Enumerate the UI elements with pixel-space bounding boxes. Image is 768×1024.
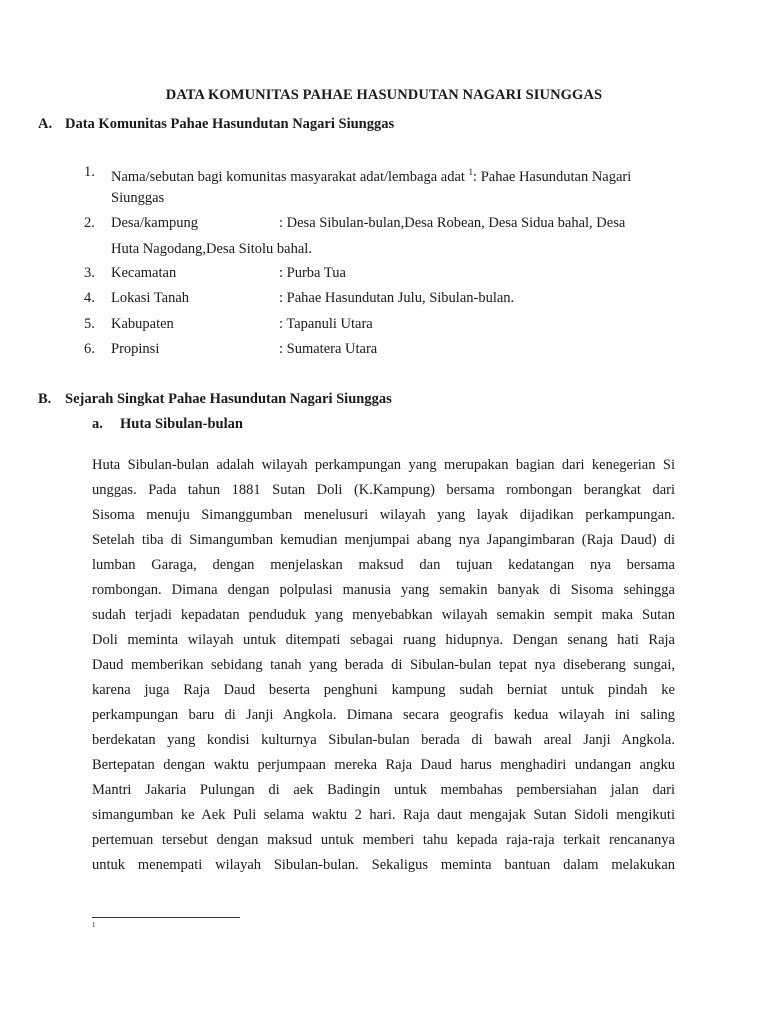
paragraph-line: Setelah tiba di Simangumban kemudian menjumpai abang nya Japangimbaran (Raja Daud) di (92, 532, 675, 548)
paragraph-line: Mantri Jakaria Pulungan di aek Badingin untuk membahas pembersiahan jalan dari (92, 782, 675, 798)
paragraph-line: Daud memberikan sebidang tanah yang berada di Sibulan-bulan tepat nya diseberang sungai, (92, 657, 675, 673)
section-b-letter: B. (38, 391, 52, 407)
item-value: : Tapanuli Utara (279, 316, 373, 332)
paragraph-line: karena juga Raja Daud beserta penghuni kampung sudah berniat untuk pindah ke (92, 682, 675, 698)
item-number: 2. (84, 215, 95, 231)
paragraph-line: pertemuan tersebut dengan maksud untuk memberi tahu kepada raja-raja terkait rencananya (92, 832, 675, 848)
item-label: Desa/kampung (111, 215, 198, 231)
paragraph-line: rombongan. Dimana dengan polpulasi manusia yang semakin banyak di Sisoma sehingga (92, 582, 675, 598)
item-label-text: Nama/sebutan bagi komunitas masyarakat adat/lembaga adat (111, 169, 465, 185)
item-number: 5. (84, 316, 95, 332)
item-value-continuation: Huta Nagodang,Desa Sitolu bahal. (111, 240, 312, 257)
item-value: : Desa Sibulan-bulan,Desa Robean, Desa Sidua bahal, Desa (279, 215, 626, 231)
item-number: 3. (84, 265, 95, 281)
item-value: : Pahae Hasundutan Julu, Sibulan-bulan. (279, 290, 515, 306)
item-value: : Pahae Hasundutan Nagari (473, 169, 632, 185)
item-number: 4. (84, 290, 95, 306)
list-item (84, 211, 684, 262)
paragraph-line: unggas. Pada tahun 1881 Sutan Doli (K.Kampung) bersama rombongan berangkat dari (92, 482, 675, 498)
paragraph-line: Doli meminta wilayah untuk ditempati sebagai ruang hidupnya. Dengan senang hati Raja (92, 632, 675, 648)
item-number: 6. (84, 341, 95, 357)
section-a-letter: A. (38, 116, 53, 132)
paragraph-line: lumban Garaga, dengan menjelaskan maksud dan tujuan kedatangan nya bersama (92, 557, 675, 573)
item-label: Lokasi Tanah (111, 290, 190, 306)
item-label: Kabupaten (111, 316, 174, 332)
footnote-reference: 1 (468, 167, 474, 177)
section-a-title: Data Komunitas Pahae Hasundutan Nagari Siunggas (65, 116, 395, 132)
item-label: Kecamatan (111, 265, 177, 281)
paragraph-line: Sisoma menuju Simanggumban menelusuri wilayah yang layak dijadikan perkampungan. (92, 507, 675, 523)
subsection-title: Huta Sibulan-bulan (120, 416, 243, 432)
footnote-marker: 1 (92, 921, 96, 929)
document-title: DATA KOMUNITAS PAHAE HASUNDUTAN NAGARI SIUNGGAS (165, 87, 603, 103)
item-label: Propinsi (111, 341, 160, 357)
paragraph-line: untuk menempati wilayah Sibulan-bulan. Sekaligus meminta bantuan dalam melakukan (92, 857, 675, 873)
list-item (84, 312, 684, 338)
body-paragraph (92, 453, 675, 878)
paragraph-line: perkampungan baru di Janji Angkola. Dimana secara geografis kedua wilayah ini saling (92, 707, 675, 723)
item-value: : Sumatera Utara (279, 341, 378, 357)
paragraph-line: simangumban ke Aek Puli selama waktu 2 hari. Raja daut mengajak Sutan Sidoli mengikuti (92, 807, 675, 823)
paragraph-line: Bertepatan dengan waktu perjumpaan mereka Raja Daud harus menghadiri undangan angku (92, 757, 675, 773)
item-number: 1. (84, 164, 95, 180)
list-item (84, 160, 684, 211)
list-item (84, 286, 684, 312)
paragraph-line: berdekatan yang kondisi kulturnya Sibulan-bulan berada di bawah areal Janji Angkola. (92, 732, 675, 748)
item-value: : Purba Tua (279, 265, 346, 281)
list-item (84, 261, 684, 287)
footnote-separator (92, 917, 240, 918)
paragraph-line: sudah terjadi kepadatan penduduk yang menyebabkan wilayah semakin sempit maka Sutan (92, 607, 675, 623)
item-label (111, 160, 631, 191)
item-value-continuation: Siunggas (111, 189, 165, 206)
paragraph-line: Huta Sibulan-bulan adalah wilayah perkampungan yang merupakan bagian dari kenegerian Si (92, 457, 675, 473)
list-item (84, 337, 684, 363)
section-b-title: Sejarah Singkat Pahae Hasundutan Nagari Siunggas (65, 391, 392, 407)
subsection-letter: a. (92, 416, 103, 432)
